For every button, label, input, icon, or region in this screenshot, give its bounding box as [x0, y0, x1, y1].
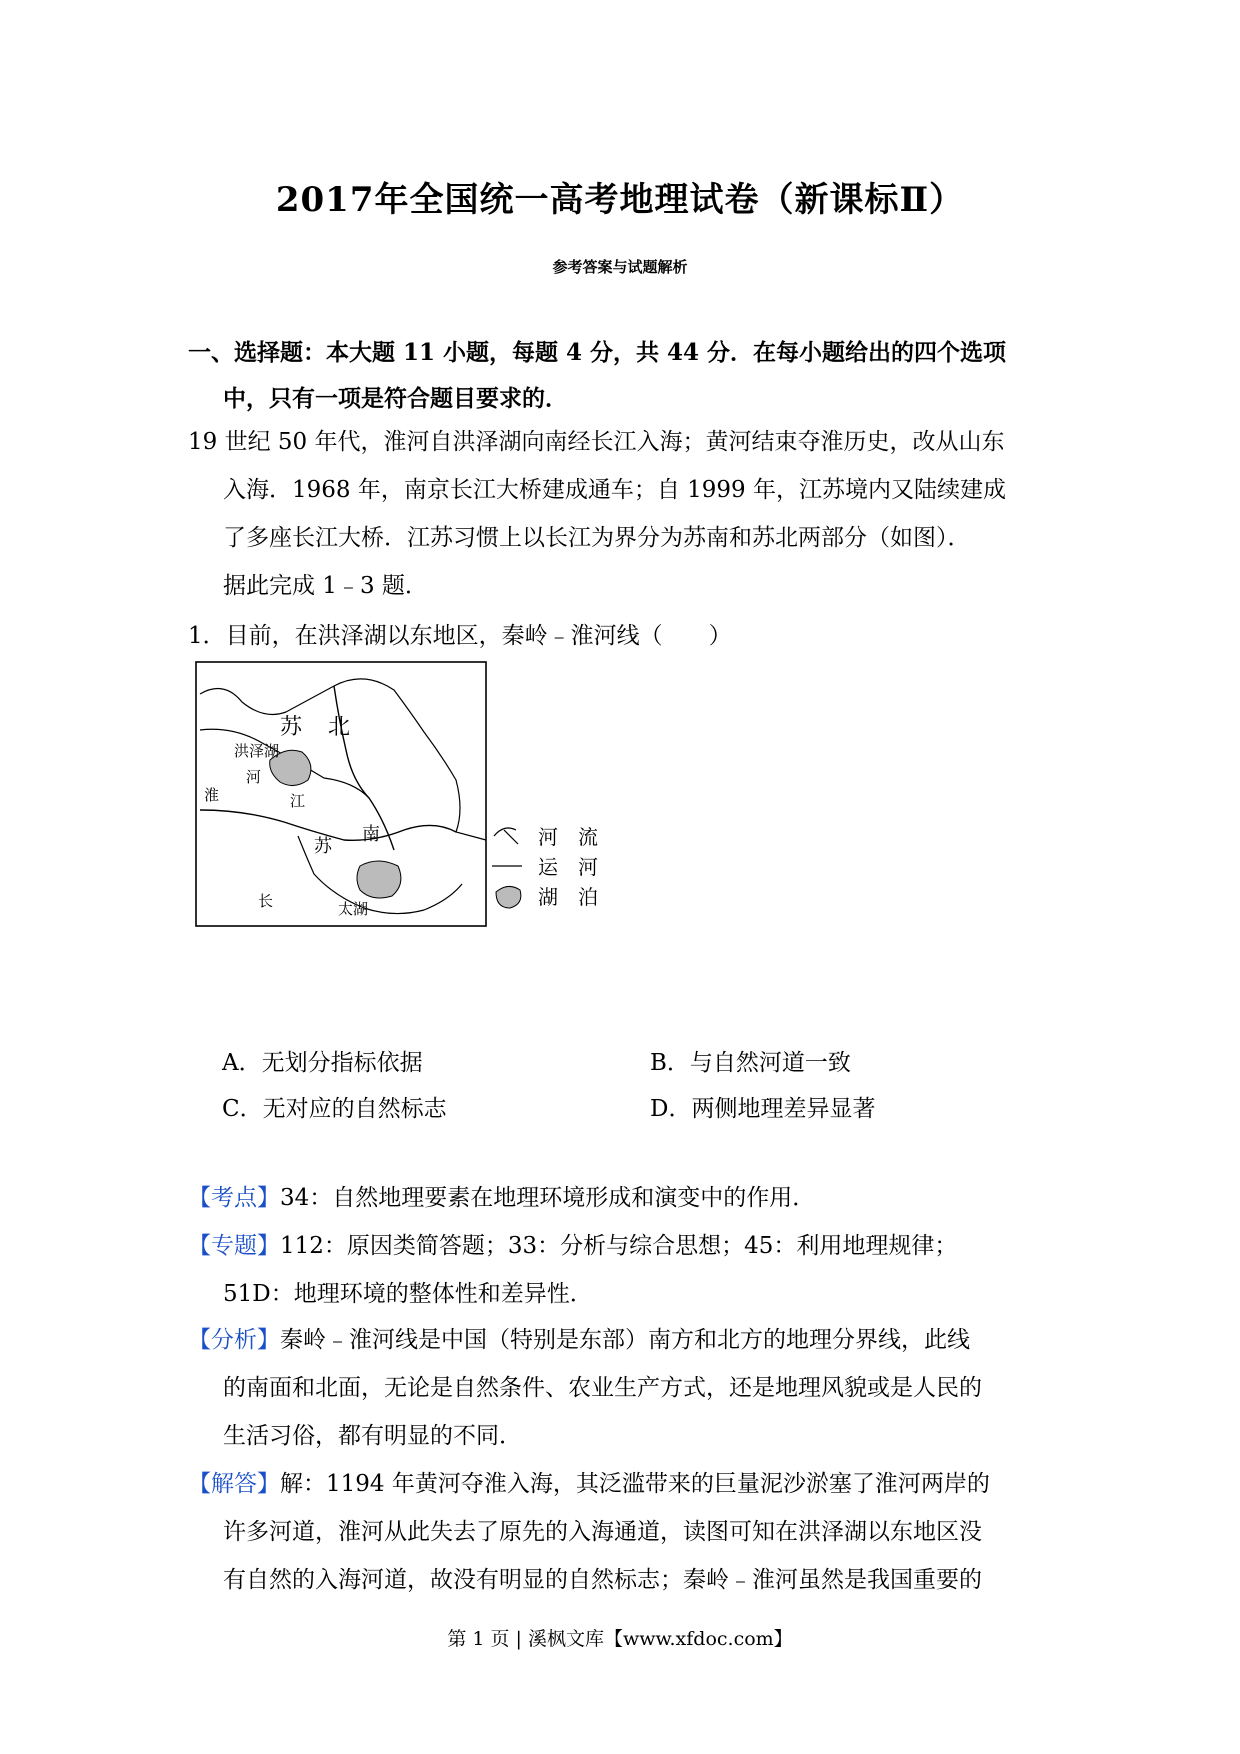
map-svg: [194, 660, 614, 980]
fenxi-text2: 的南面和北面，无论是自然条件、农业生产方式，还是地理风貌或是人民的: [223, 1375, 982, 1401]
fenxi-tag: 【分析】: [188, 1327, 280, 1353]
map-frame: [196, 662, 486, 926]
question-1: 1．目前，在洪泽湖以东地区，秦岭﹣淮河线（ ）: [188, 623, 732, 649]
intro-paragraph: [188, 418, 1068, 610]
map-label-su-north: 苏: [280, 714, 303, 739]
tai-lake: [357, 861, 401, 898]
legend-river-b: 流: [578, 827, 598, 849]
option-b: B．与自然河道一致: [650, 1050, 851, 1076]
map-label-nan: 南: [362, 824, 380, 844]
intro-line3: 了多座长江大桥．江苏习惯上以长江为界分为苏南和苏北两部分（如图）．: [223, 525, 971, 551]
jiangsu-map-figure: [194, 660, 614, 980]
fenxi-block: [188, 1316, 1068, 1460]
map-label-hongze: 洪泽湖: [234, 744, 280, 760]
legend-lake-symbol: [496, 886, 521, 908]
section-heading-line1: 一、选择题：本大题 11 小题，每题 4 分，共 44 分．在每小题给出的四个选项: [188, 339, 1007, 366]
legend-lake-b: 泊: [578, 887, 598, 909]
option-d: D．两侧地理差异显著: [650, 1096, 876, 1122]
zhuanti-text: 112：原因类简答题；33：分析与综合思想；45：利用地理规律；: [280, 1233, 958, 1259]
option-c: C．无对应的自然标志: [222, 1096, 447, 1122]
legend-canal-a: 运: [538, 857, 558, 879]
map-label-huai: 淮: [204, 788, 220, 804]
section-heading-line2: 中，只有一项是符合题目要求的．: [223, 385, 568, 412]
intro-line4: 据此完成 1﹣3 题．: [223, 573, 428, 599]
map-label-he: 河: [246, 770, 262, 786]
section-heading: [188, 330, 1068, 422]
option-a: A．无划分指标依据: [222, 1050, 423, 1076]
page-footer: 第 1 页 | 溪枫文库【www.xfdoc.com】: [447, 1628, 793, 1650]
intro-line1: 19 世纪 50 年代，淮河自洪泽湖向南经长江入海；黄河结束夺淮历史，改从山东: [188, 429, 1005, 455]
map-label-jiang: 江: [290, 794, 306, 810]
fenxi-text3: 生活习俗，都有明显的不同．: [223, 1423, 522, 1449]
jieda-tag: 【解答】: [188, 1471, 280, 1497]
map-label-bei: 北: [328, 714, 351, 739]
kaodian-tag: 【考点】: [188, 1185, 280, 1211]
zhuanti-tag: 【专题】: [188, 1233, 280, 1259]
fenxi-text: 秦岭﹣淮河线是中国（特别是东部）南方和北方的地理分界线，此线: [280, 1327, 970, 1353]
intro-line2: 入海．1968 年，南京长江大桥建成通车；自 1999 年，江苏境内又陆续建成: [223, 477, 1006, 503]
zhuanti-block: [188, 1222, 1068, 1318]
page-subtitle: 参考答案与试题解析: [552, 258, 688, 276]
kaodian-block: [188, 1174, 1068, 1222]
legend-lake-a: 湖: [538, 887, 558, 909]
legend-canal-b: 河: [578, 857, 598, 879]
map-label-su-south: 苏: [314, 836, 332, 856]
kaodian-text: 34：自然地理要素在地理环境形成和演变中的作用．: [280, 1185, 816, 1211]
page-title: 2017年全国统一高考地理试卷（新课标Ⅱ）: [275, 180, 965, 220]
zhuanti-text2: 51D：地理环境的整体性和差异性．: [223, 1281, 593, 1307]
map-label-taihu: 太湖: [338, 902, 369, 918]
jieda-text3: 有自然的入海河道，故没有明显的自然标志；秦岭﹣淮河虽然是我国重要的: [223, 1567, 982, 1593]
jieda-text: 解：1194 年黄河夺淮入海，其泛滥带来的巨量泥沙淤塞了淮河两岸的: [280, 1471, 990, 1497]
jieda-text2: 许多河道，淮河从此失去了原先的入海通道，读图可知在洪泽湖以东地区没: [223, 1519, 982, 1545]
jieda-block: [188, 1460, 1068, 1604]
legend-river-a: 河: [538, 827, 558, 849]
map-label-chang: 长: [258, 894, 274, 910]
legend-river-symbol: [494, 828, 518, 844]
